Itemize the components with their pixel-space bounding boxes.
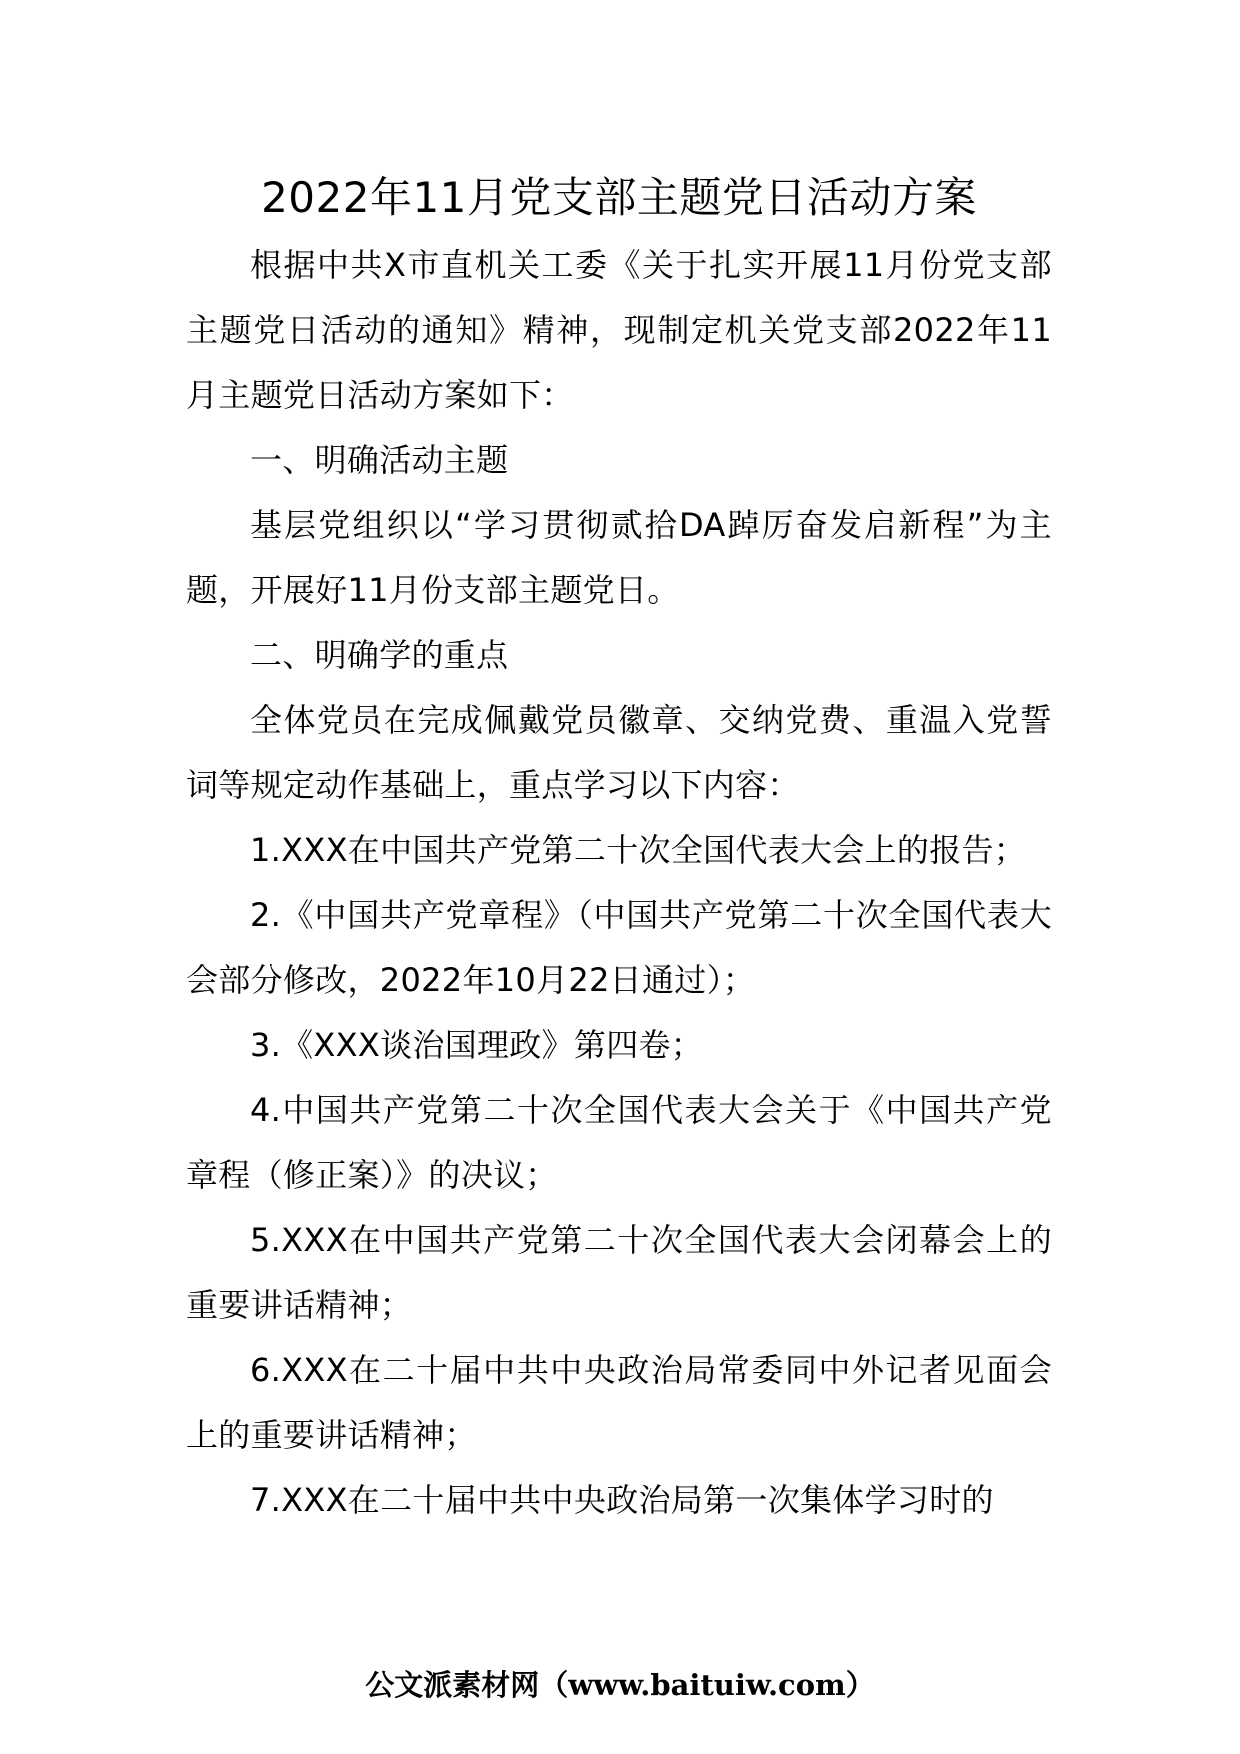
list-item-6: 6.XXX在二十届中共中央政治局常委同中外记者见面会上的重要讲话精神； bbox=[186, 1351, 1052, 1454]
list-item-3: 3.《XXX谈治国理政》第四卷； bbox=[250, 1026, 704, 1064]
footer-watermark: 公文派素材网（www.baituiw.com） bbox=[365, 1668, 875, 1702]
list-item-4: 4.中国共产党第二十次全国代表大会关于《中国共产党章程（修正案）》的决议； bbox=[186, 1091, 1052, 1194]
list-item-1: 1.XXX在中国共产党第二十次全国代表大会上的报告； bbox=[250, 831, 1027, 869]
section-heading-focus: 二、明确学的重点 bbox=[250, 636, 509, 674]
paragraph-theme: 基层党组织以“学习贯彻贰拾DA踔厉奋发启新程”为主题，开展好11月份支部主题党日。 bbox=[186, 506, 1052, 609]
list-item-2: 2.《中国共产党章程》（中国共产党第二十次全国代表大会部分修改，2022年10月22日通过）； bbox=[186, 896, 1052, 999]
list-item-5: 5.XXX在中国共产党第二十次全国代表大会闭幕会上的重要讲话精神； bbox=[186, 1221, 1052, 1324]
list-item-7: 7.XXX在二十届中共中央政治局第一次集体学习时的 bbox=[250, 1481, 994, 1519]
paragraph-focus: 全体党员在完成佩戴党员徽章、交纳党费、重温入党誓词等规定动作基础上，重点学习以下内容： bbox=[186, 701, 1052, 804]
document-title: 2022年11月党支部主题党日活动方案 bbox=[261, 173, 977, 222]
section-heading-theme: 一、明确活动主题 bbox=[250, 441, 509, 479]
paragraph-intro: 根据中共X市直机关工委《关于扎实开展11月份党支部主题党日活动的通知》精神，现制定机关党支部2022年11月主题党日活动方案如下： bbox=[186, 246, 1052, 414]
document-body bbox=[186, 233, 1052, 1533]
